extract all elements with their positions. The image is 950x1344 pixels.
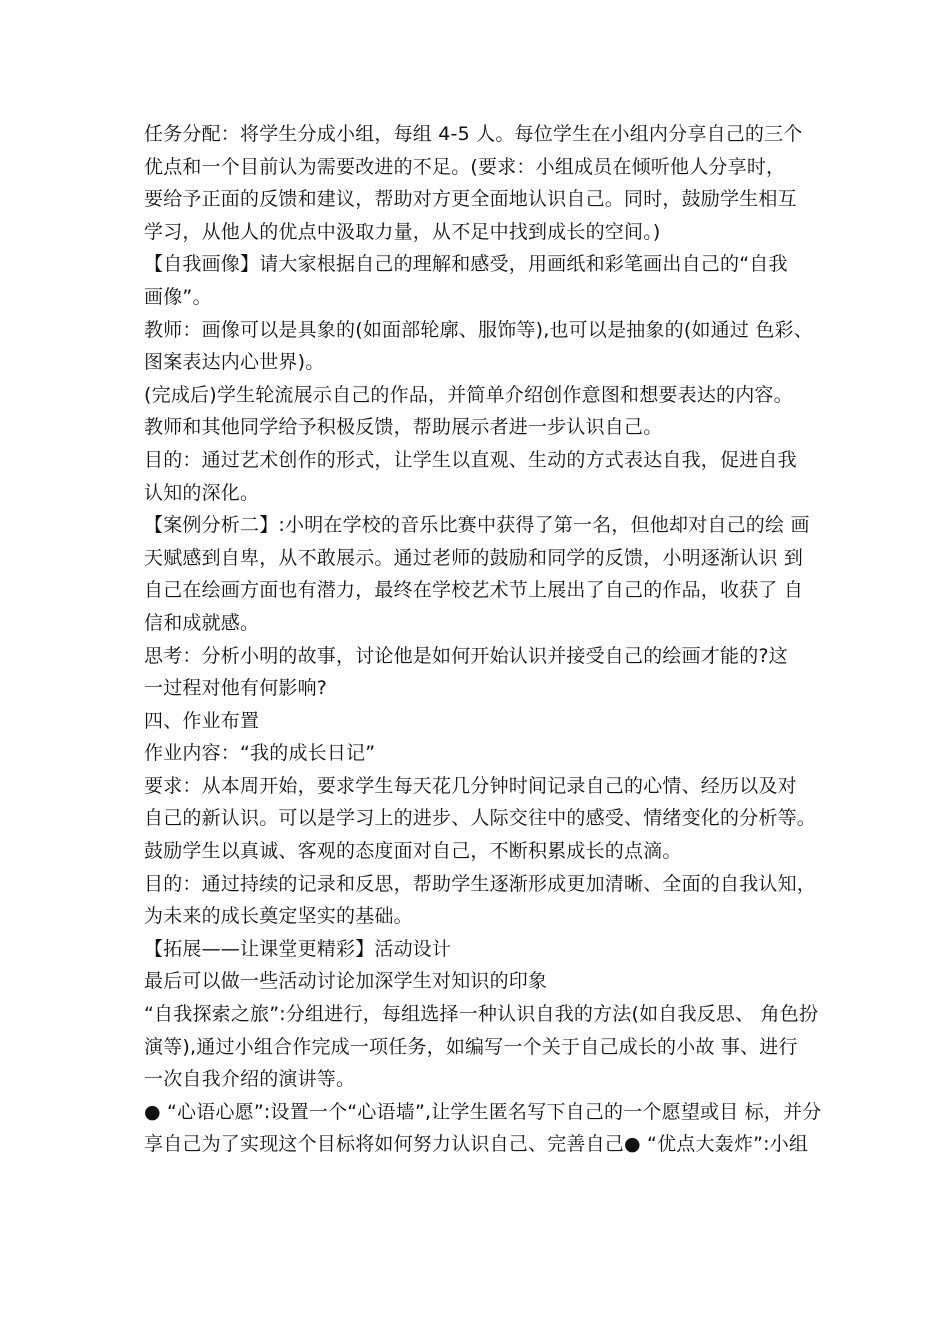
text-line: 思考：分析小明的故事，讨论他是如何开始认识并接受自己的绘画才能的?这 — [144, 644, 788, 667]
text-line: 任务分配：将学生分成小组，每组 4-5 人。每位学生在小组内分享自己的三个 — [144, 123, 803, 145]
text-line: 一过程对他有何影响? — [144, 677, 328, 700]
section-heading: 四、作业布置 — [144, 709, 260, 732]
text-line: 鼓励学生以真诚、客观的态度面对自己，不断积累成长的点滴。 — [144, 840, 682, 863]
bullet-line: ● “心语心愿”:设置一个“心语墙”,让学生匿名写下自己的一个愿望或目 标，并分 — [144, 1100, 822, 1123]
text-line: 要求：从本周开始，要求学生每天花几分钟时间记录自己的心情、经历以及对 — [144, 774, 797, 797]
text-line: 为未来的成长奠定坚实的基础。 — [144, 905, 413, 928]
text-line: 教师：画像可以是具象的(如面部轮廓、服饰等),也可以是抽象的(如通过 色彩、 — [144, 318, 813, 341]
text-line: 演等),通过小组合作完成一项任务，如编写一个关于自己成长的小故 事、进行 — [144, 1035, 798, 1058]
text-line: 认知的深化。 — [144, 481, 260, 504]
text-line: 优点和一个目前认为需要改进的不足。(要求：小组成员在倾听他人分享时， — [144, 155, 786, 178]
text-line: 天赋感到自卑，从不敢展示。通过老师的鼓励和同学的反馈，小明逐渐认识 到 — [144, 546, 804, 569]
text-line: 【自我画像】请大家根据自己的理解和感受，用画纸和彩笔画出自己的“自我 — [144, 253, 788, 276]
text-line: 目的：通过艺术创作的形式，让学生以直观、生动的方式表达自我，促进自我 — [144, 448, 797, 471]
text-line: 画像”。 — [144, 285, 212, 308]
text-line: 学习，从他人的优点中汲取力量，从不足中找到成长的空间。) — [144, 220, 661, 243]
text-line: 【拓展——让课堂更精彩】活动设计 — [144, 937, 452, 960]
text-line: 作业内容：“我的成长日记” — [144, 742, 376, 765]
text-line: 最后可以做一些活动讨论加深学生对知识的印象 — [144, 970, 548, 993]
text-line: 教师和其他同学给予积极反馈，帮助展示者进一步认识自己。 — [144, 416, 663, 439]
text-line: 要给予正面的反馈和建议，帮助对方更全面地认识自己。同时，鼓励学生相互 — [144, 188, 797, 211]
text-line: 自己在绘画方面也有潜力，最终在学校艺术节上展出了自己的作品，收获了 自 — [144, 579, 804, 602]
text-line: 【案例分析二】:小明在学校的音乐比赛中获得了第一名，但他却对自己的绘 画 — [144, 514, 810, 537]
bullet-line: 享自己为了实现这个目标将如何努力认识自己、完善自己● “优点大轰炸”:小组 — [144, 1133, 809, 1156]
text-line: 图案表达内心世界)。 — [144, 351, 325, 374]
text-line: “自我探索之旅”:分组进行，每组选择一种认识自我的方法(如自我反思、 角色扮 — [144, 1003, 819, 1026]
text-line: 目的：通过持续的记录和反思，帮助学生逐渐形成更加清晰、全面的自我认知， — [144, 872, 817, 895]
text-line: 一次自我介绍的演讲等。 — [144, 1068, 356, 1091]
document-body — [144, 118, 822, 1161]
text-line: (完成后)学生轮流展示自己的作品，并简单介绍创作意图和想要表达的内容。 — [144, 383, 793, 406]
text-line: 自己的新认识。可以是学习上的进步、人际交往中的感受、情绪变化的分析等。 — [144, 807, 817, 830]
text-line: 信和成就感。 — [144, 611, 260, 634]
